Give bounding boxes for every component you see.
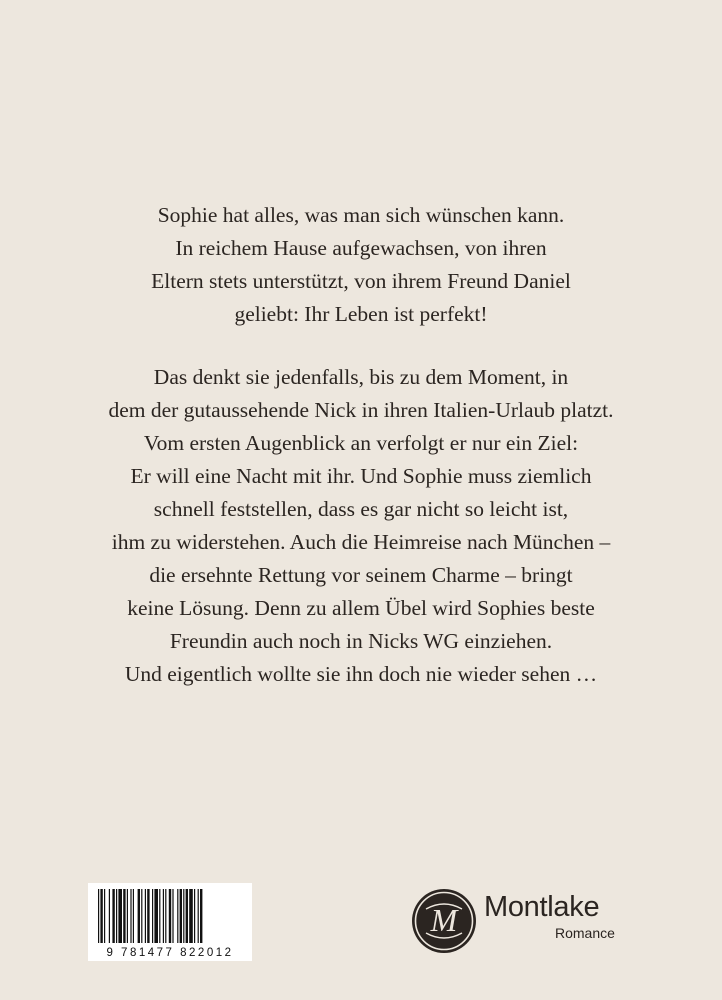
barcode-bar (154, 889, 158, 943)
barcode-bar (123, 889, 125, 943)
blurb-line: schnell feststellen, dass es gar nicht so leicht ist, (153, 497, 569, 521)
blurb-line: ihm zu widerstehen. Auch die Heimreise nach München – (111, 530, 611, 554)
blurb (0, 199, 722, 691)
barcode-bar (116, 889, 117, 943)
barcode-bar (177, 889, 178, 943)
blurb-paragraph-2 (0, 361, 722, 691)
barcode-bar (189, 889, 193, 943)
barcode-bar (112, 889, 114, 943)
blurb-line: Freundin auch noch in Nicks WG einziehen. (169, 629, 553, 653)
barcode-bar (159, 889, 160, 943)
barcode-bar (145, 889, 146, 943)
barcode-bar (127, 889, 128, 943)
blurb-paragraph-1 (0, 199, 722, 331)
barcode-bar (109, 889, 110, 943)
barcode-bar (163, 889, 164, 943)
montlake-emblem-icon (410, 887, 478, 955)
isbn-number: 9 781477 822012 (106, 947, 234, 959)
barcode-bar (104, 889, 105, 943)
barcode-bar (169, 889, 171, 943)
barcode-bar (180, 889, 182, 943)
barcode-bar (183, 889, 184, 943)
barcode-bar (118, 889, 122, 943)
blurb-line: Er will eine Nacht mit ihr. Und Sophie muss ziemlich (130, 464, 592, 488)
barcode-bar (186, 889, 188, 943)
publisher-logo (410, 885, 630, 965)
barcode-bar (141, 889, 142, 943)
blurb-line: geliebt: Ihr Leben ist perfekt! (234, 302, 488, 326)
barcode-bar (133, 889, 134, 943)
barcode-bar (138, 889, 140, 943)
publisher-imprint: Romance (555, 925, 615, 941)
barcode-bar (172, 889, 173, 943)
blurb-line: Sophie hat alles, was man sich wünschen kann. (157, 203, 565, 227)
isbn-barcode (88, 883, 252, 961)
blurb-line: die ersehnte Rettung vor seinem Charme – bringt (149, 563, 573, 587)
blurb-line: keine Lösung. Denn zu allem Übel wird Sophies beste (127, 596, 595, 620)
publisher-name: Montlake (484, 891, 600, 923)
blurb-line: dem der gutaussehende Nick in ihren Italien-Urlaub platzt. (108, 398, 614, 422)
barcode-bar (100, 889, 102, 943)
barcode-bar (200, 889, 202, 943)
emblem-monogram: M (430, 902, 458, 938)
blurb-line: Eltern stets unterstützt, von ihrem Freund Daniel (151, 269, 571, 293)
barcode-bar (130, 889, 131, 943)
blurb-line: Vom ersten Augenblick an verfolgt er nur ein Ziel: (143, 431, 579, 455)
barcode-bars (98, 889, 242, 943)
barcode-bar (194, 889, 195, 943)
barcode-bar (98, 889, 99, 943)
blurb-line: In reichem Hause aufgewachsen, von ihren (175, 236, 547, 260)
blurb-line: Das denkt sie jedenfalls, bis zu dem Moment, in (153, 365, 569, 389)
blurb-line: Und eigentlich wollte sie ihn doch nie wieder sehen … (124, 662, 598, 686)
barcode-bar (165, 889, 166, 943)
barcode-bar (152, 889, 153, 943)
barcode-bar (198, 889, 199, 943)
barcode-bar (147, 889, 149, 943)
